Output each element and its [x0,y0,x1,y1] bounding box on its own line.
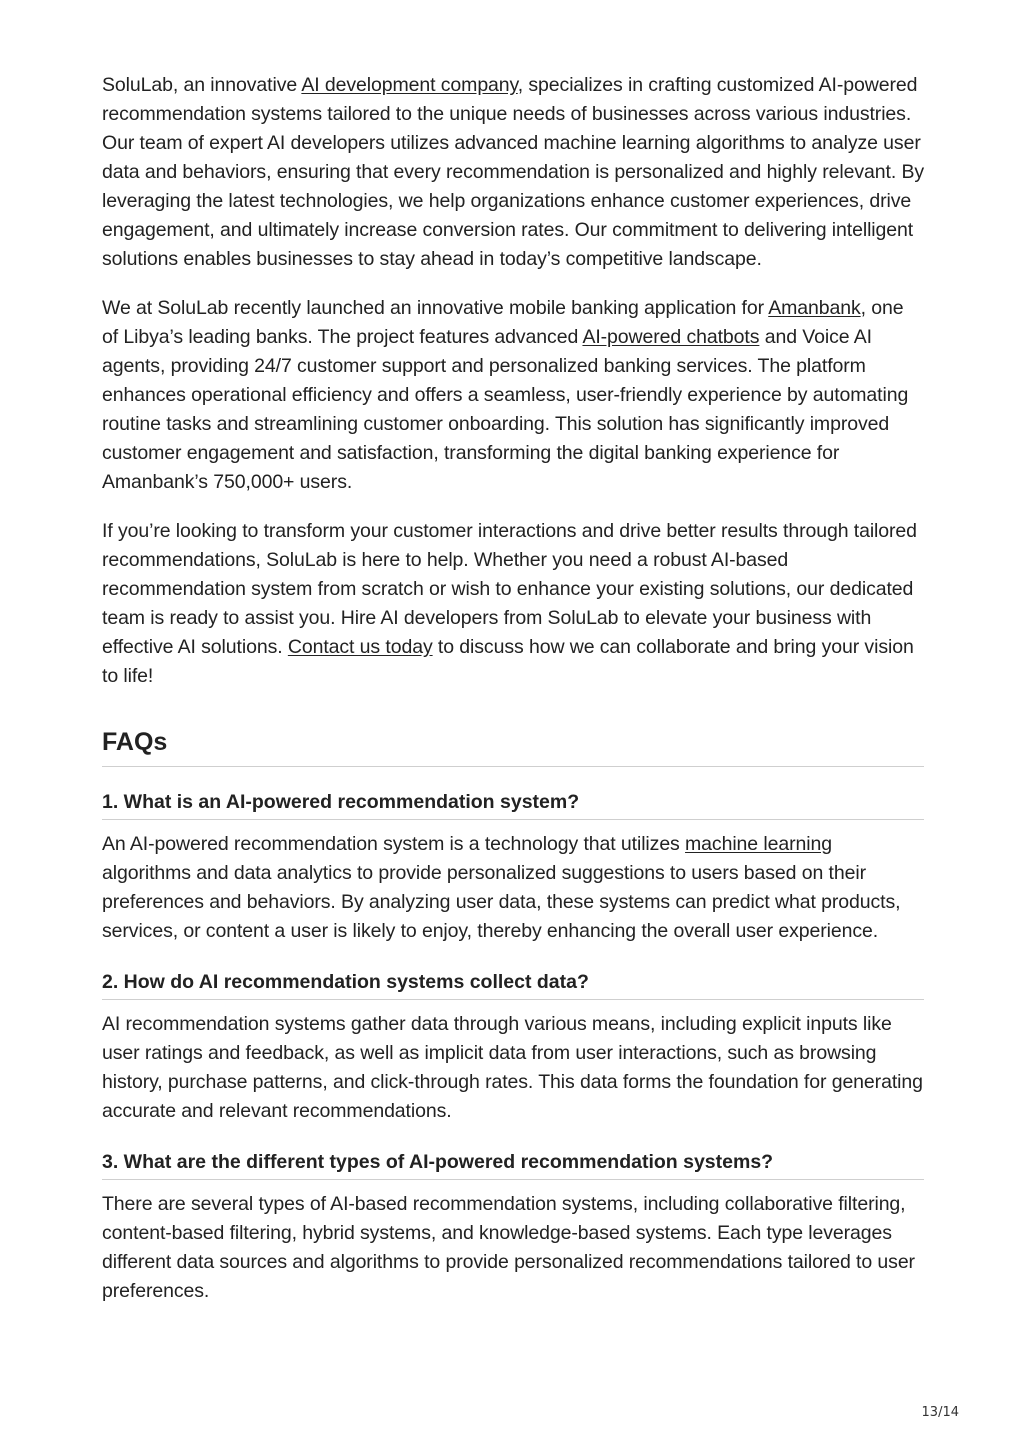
text-span: SoluLab, an innovative [102,74,302,96]
text-span: An AI-powered recommendation system is a technology that utilizes [102,833,686,855]
text-span: and Voice AI agents, providing 24/7 customer support and personalized banking services. The platform enhances operational efficiency and offers a seamless, user-friendly experience by automating routine tasks and streamlining customer onboarding. This solution has significantly improved customer engagement and satisfaction, transforming the digital banking experience for Amanbank’s 750,000+ users. [102,326,909,493]
text-span: If you’re looking to transform your customer interactions and drive better results through tailored recommendations, SoluLab is here to help. Whether you need a robust AI-based recommendation system from scratch or wish to enhance your existing solutions, our dedicated team is ready to assist you. Hire AI developers from SoluLab to elevate your business with effective AI solutions. [102,520,917,658]
document-page [102,71,924,1329]
ai-powered-chatbots-link[interactable]: AI-powered chatbots [582,326,760,348]
faqs-heading: FAQs [102,726,924,767]
intro-paragraph-3 [102,517,924,691]
text-span: to discuss how we can collaborate and bring your vision to life! [102,636,914,687]
intro-paragraph-1 [102,71,924,274]
faq-question-1: 1. What is an AI-powered recommendation system? [102,789,924,820]
machine-learning-link[interactable]: machine learning [685,833,832,855]
amanbank-link[interactable]: Amanbank [768,297,861,319]
text-span: , one of Libya’s leading banks. The project features advanced [102,297,904,348]
text-span: algorithms and data analytics to provide personalized suggestions to users based on their preferences and behaviors. By analyzing user data, these systems can predict what products, services, or content a user is likely to enjoy, thereby enhancing the overall user experience. [102,862,901,942]
faq-answer-1 [102,830,924,946]
page-number: 13/14 [921,1405,959,1420]
text-span: , specializes in crafting customized AI-powered recommendation systems tailored to the unique needs of businesses across various industries. Our team of expert AI developers utilizes advanced machine learning algorithms to analyze user data and behaviors, ensuring that every recommendation is personalized and highly relevant. By leveraging the latest technologies, we help organizations enhance customer experiences, drive engagement, and ultimately increase conversion rates. Our commitment to delivering intelligent solutions enables businesses to stay ahead in today’s competitive landscape. [102,74,925,270]
text-span: We at SoluLab recently launched an innovative mobile banking application for [102,297,769,319]
intro-paragraph-2 [102,294,924,497]
faq-answer-3: There are several types of AI-based recommendation systems, including collaborative filtering, content-based filtering, hybrid systems, and knowledge-based systems. Each type leverages different data sources and algorithms to provide personalized recommendations tailored to user preferences. [102,1193,915,1302]
faq-answer-2: AI recommendation systems gather data through various means, including explicit inputs like user ratings and feedback, as well as implicit data from user interactions, such as browsing history, purchase patterns, and click-through rates. This data forms the foundation for generating accurate and relevant recommendations. [102,1013,923,1122]
faq-question-2: 2. How do AI recommendation systems collect data? [102,969,924,1000]
ai-development-company-link[interactable]: AI development company [301,74,518,96]
contact-us-today-link[interactable]: Contact us today [287,636,433,658]
faq-question-3: 3. What are the different types of AI-powered recommendation systems? [102,1149,924,1180]
